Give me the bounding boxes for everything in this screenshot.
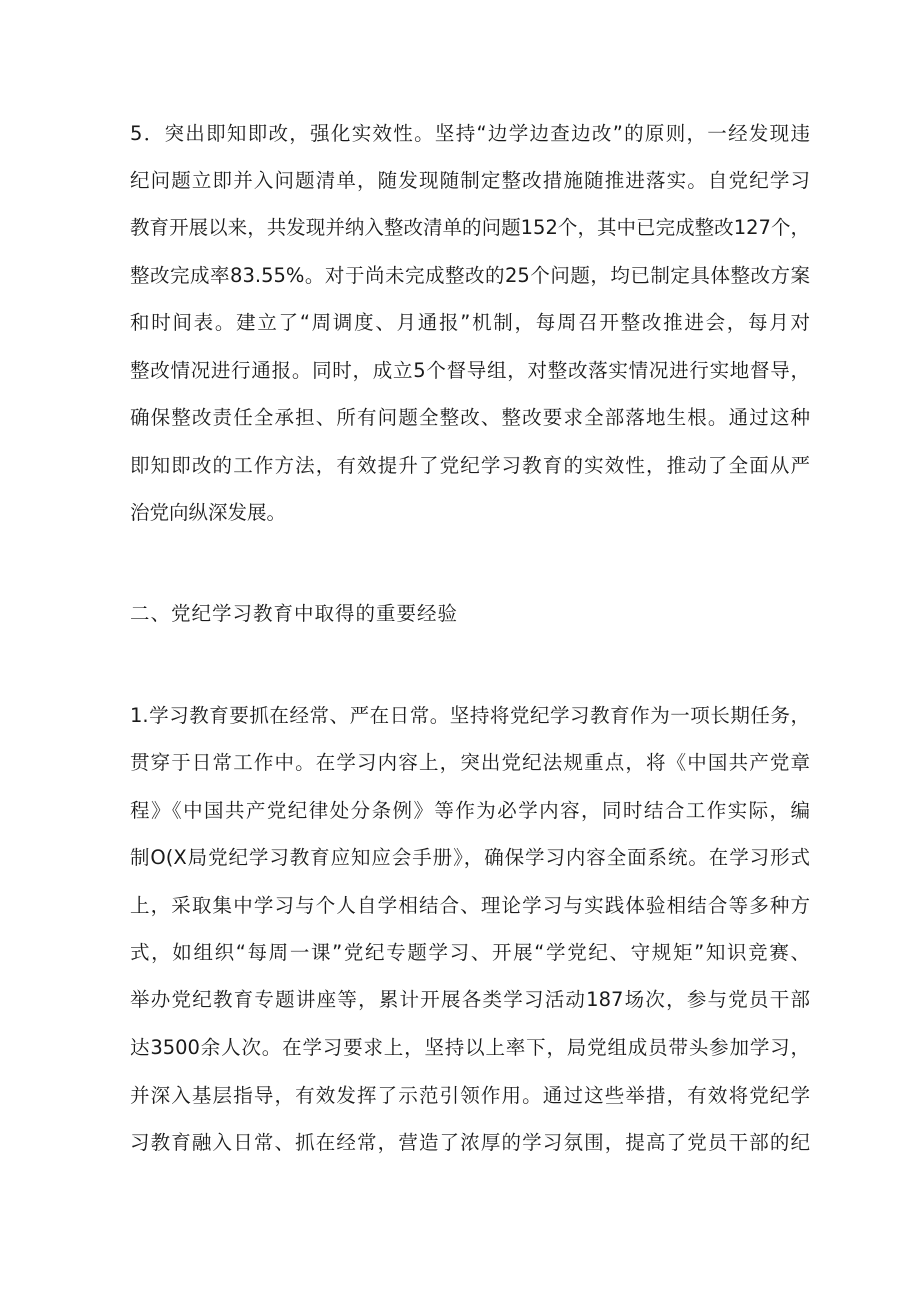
paragraph-line: 5．突出即知即改，强化实效性。坚持“边学边查边改”的原则，一经发现违 bbox=[130, 122, 810, 145]
paragraph-line: 并深入基层指导，有效发挥了示范引领作用。通过这些举措，有效将党纪学 bbox=[130, 1084, 810, 1107]
paragraph-line: 贯穿于日常工作中。在学习内容上，突出党纪法规重点，将《中国共产党章 bbox=[130, 751, 810, 774]
paragraph-line: 确保整改责任全承担、所有问题全整改、整改要求全部落地生根。通过这种 bbox=[130, 406, 810, 429]
paragraph-line: 式，如组织“每周一课”党纪专题学习、开展“学党纪、守规矩”知识竞赛、 bbox=[130, 941, 810, 964]
section-heading: 二、党纪学习教育中取得的重要经验 bbox=[130, 602, 459, 625]
paragraph-line: 制O(X局党纪学习教育应知应会手册》，确保学习内容全面系统。在学习形式 bbox=[130, 846, 810, 869]
paragraph-line: 习教育融入日常、抓在经常，营造了浓厚的学习氛围，提高了党员干部的纪 bbox=[130, 1131, 810, 1154]
paragraph-line: 整改完成率83.55%。对于尚未完成整改的25个问题，均已制定具体整改方案 bbox=[130, 264, 810, 287]
paragraph-line: 达3500余人次。在学习要求上，坚持以上率下，局党组成员带头参加学习， bbox=[130, 1036, 810, 1059]
paragraph-line: 上，采取集中学习与个人自学相结合、理论学习与实践体验相结合等多种方 bbox=[130, 894, 810, 917]
paragraph-line: 和时间表。建立了“周调度、月通报”机制，每周召开整改推进会，每月对 bbox=[130, 311, 810, 334]
paragraph-line: 1.学习教育要抓在经常、严在日常。坚持将党纪学习教育作为一项长期任务， bbox=[130, 704, 810, 727]
paragraph-line: 纪问题立即并入问题清单，随发现随制定整改措施随推进落实。自党纪学习 bbox=[130, 169, 810, 192]
paragraph-line: 治党向纵深发展。 bbox=[130, 501, 287, 524]
paragraph-line: 程》《中国共产党纪律处分条例》等作为必学内容，同时结合工作实际，编 bbox=[130, 799, 810, 822]
paragraph-line: 教育开展以来，共发现并纳入整改清单的问题152个，其中已完成整改127个， bbox=[130, 216, 810, 239]
paragraph-line: 整改情况进行通报。同时，成立5个督导组，对整改落实情况进行实地督导， bbox=[130, 359, 810, 382]
paragraph-line: 即知即改的工作方法，有效提升了党纪学习教育的实效性，推动了全面从严 bbox=[130, 454, 810, 477]
paragraph-line: 举办党纪教育专题讲座等，累计开展各类学习活动187场次，参与党员干部 bbox=[130, 988, 810, 1011]
